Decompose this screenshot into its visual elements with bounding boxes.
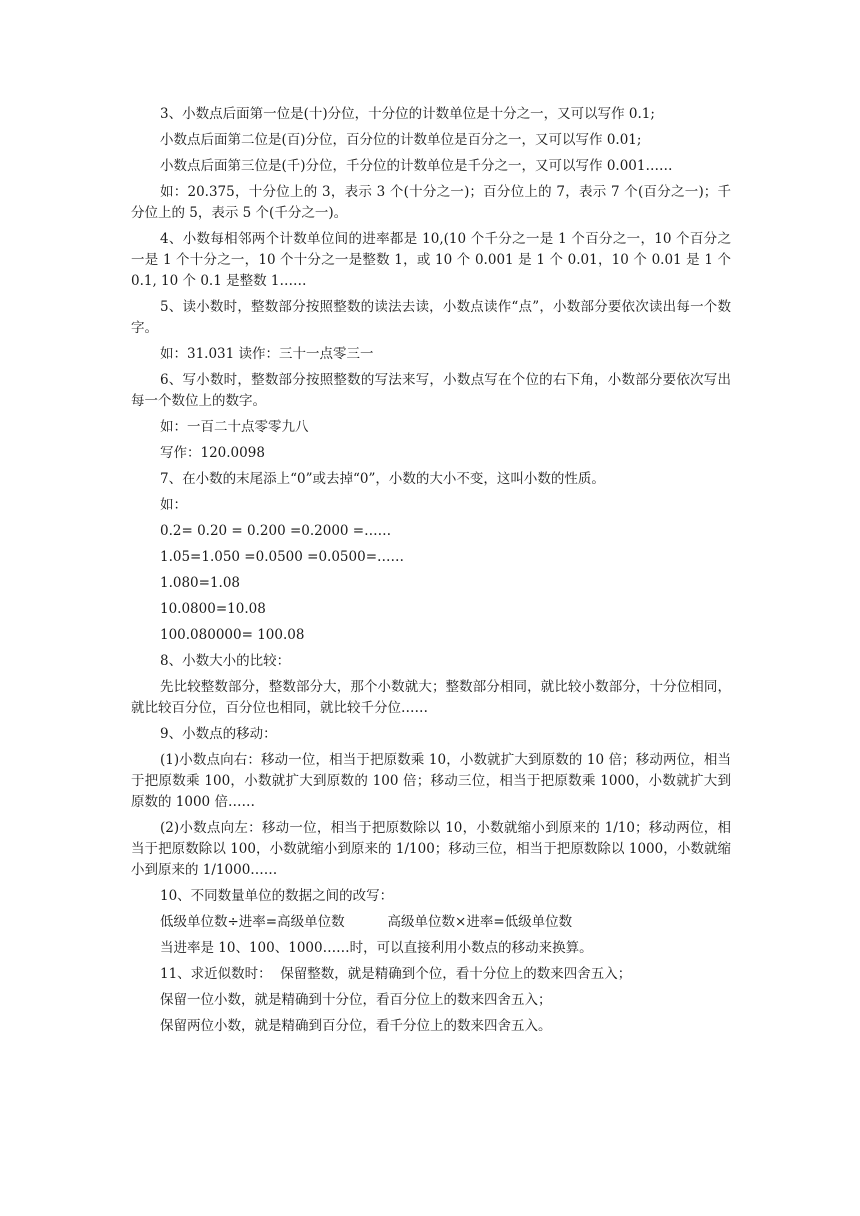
equation-line-3: 1.080=1.08 xyxy=(160,575,241,591)
paragraph-move-left: (2)小数点向左：移动一位，相当于把原数除以 10，小数就缩小到原来的 1/10；移动两位，相当于把原数除以 100，小数就缩小到原来的 1/100；移动三位，相当于把原数除以 1000，小数就缩小到原来的 1/1000…… xyxy=(131,820,731,878)
equation-line-4: 10.0800=10.08 xyxy=(160,601,266,617)
paragraph-unit-conversion-formulas: 低级单位数÷进率=高级单位数 高级单位数×进率=低级单位数 xyxy=(160,914,573,930)
equation-line-5: 100.080000= 100.08 xyxy=(160,627,305,643)
paragraph-writing-example: 如：一百二十点零零九八 xyxy=(160,419,309,435)
paragraph-comparison-rule: 先比较整数部分，整数部分大，那个小数就大；整数部分相同，就比较小数部分，十分位相同，就比较百分位，百分位也相同，就比较千分位…… xyxy=(131,679,731,716)
paragraph-approximation-integer: 11、求近似数时： 保留整数，就是精确到个位，看十分位上的数来四舍五入； xyxy=(160,966,632,982)
paragraph-unit-conversion-heading: 10、不同数量单位的数据之间的改写： xyxy=(160,888,394,904)
equation-line-2: 1.05=1.050 =0.0500 =0.0500=…… xyxy=(160,549,405,565)
paragraph-example-20-375: 如：20.375，十分位上的 3，表示 3 个(十分之一)；百分位上的 7，表示 7 个(百分之一)；千分位上的 5，表示 5 个(千分之一)。 xyxy=(131,184,731,221)
equation-line-1: 0.2= 0.20 = 0.200 =0.2000 =…… xyxy=(160,523,392,539)
paragraph-decimal-thousandths: 小数点后面第三位是(千)分位，千分位的计数单位是千分之一，又可以写作 0.001…… xyxy=(160,158,673,174)
paragraph-unit-conversion-note: 当进率是 10、100、1000……时，可以直接利用小数点的移动来换算。 xyxy=(160,940,593,956)
paragraph-decimal-hundredths: 小数点后面第二位是(百)分位，百分位的计数单位是百分之一，又可以写作 0.01; xyxy=(160,132,642,148)
paragraph-moving-point-heading: 9、小数点的移动： xyxy=(160,726,277,742)
paragraph-reading-decimals: 5、读小数时，整数部分按照整数的读法去读，小数点读作“点”，小数部分要依次读出每一个数字。 xyxy=(131,299,731,336)
paragraph-writing-decimals: 6、写小数时，整数部分按照整数的写法来写，小数点写在个位的右下角，小数部分要依次写出每一个数位上的数字。 xyxy=(131,372,731,409)
document-body xyxy=(131,104,736,1037)
paragraph-approximation-one-decimal: 保留一位小数，就是精确到十分位，看百分位上的数来四舍五入； xyxy=(160,992,552,1008)
paragraph-reading-example: 如：31.031 读作：三十一点零三一 xyxy=(160,346,374,362)
paragraph-writing-result: 写作：120.0098 xyxy=(160,445,265,461)
paragraph-decimal-tenths: 3、小数点后面第一位是(十)分位，十分位的计数单位是十分之一，又可以写作 0.1; xyxy=(160,106,655,122)
paragraph-example-label: 如： xyxy=(160,497,187,513)
paragraph-decimal-property: 7、在小数的末尾添上“0”或去掉“0”，小数的大小不变，这叫小数的性质。 xyxy=(160,471,605,487)
paragraph-adjacent-unit-rate: 4、小数每相邻两个计数单位间的进率都是 10,(10 个千分之一是 1 个百分之一，10 个百分之一是 1 个十分之一，10 个十分之一是整数 1，或 10 个 0.001 是 1 个 0.01，10 个 0.01 是 1 个 0.1, 10 个 0.1 是整数 1…… xyxy=(131,231,736,289)
paragraph-comparison-heading: 8、小数大小的比较： xyxy=(160,653,291,669)
paragraph-move-right: (1)小数点向右：移动一位，相当于把原数乘 10，小数就扩大到原数的 10 倍；移动两位，相当于把原数乘 100，小数就扩大到原数的 100 倍；移动三位，相当于把原数乘 1000，小数就扩大到原数的 1000 倍…… xyxy=(131,752,731,810)
paragraph-approximation-two-decimals: 保留两位小数，就是精确到百分位，看千分位上的数来四舍五入。 xyxy=(160,1018,552,1034)
